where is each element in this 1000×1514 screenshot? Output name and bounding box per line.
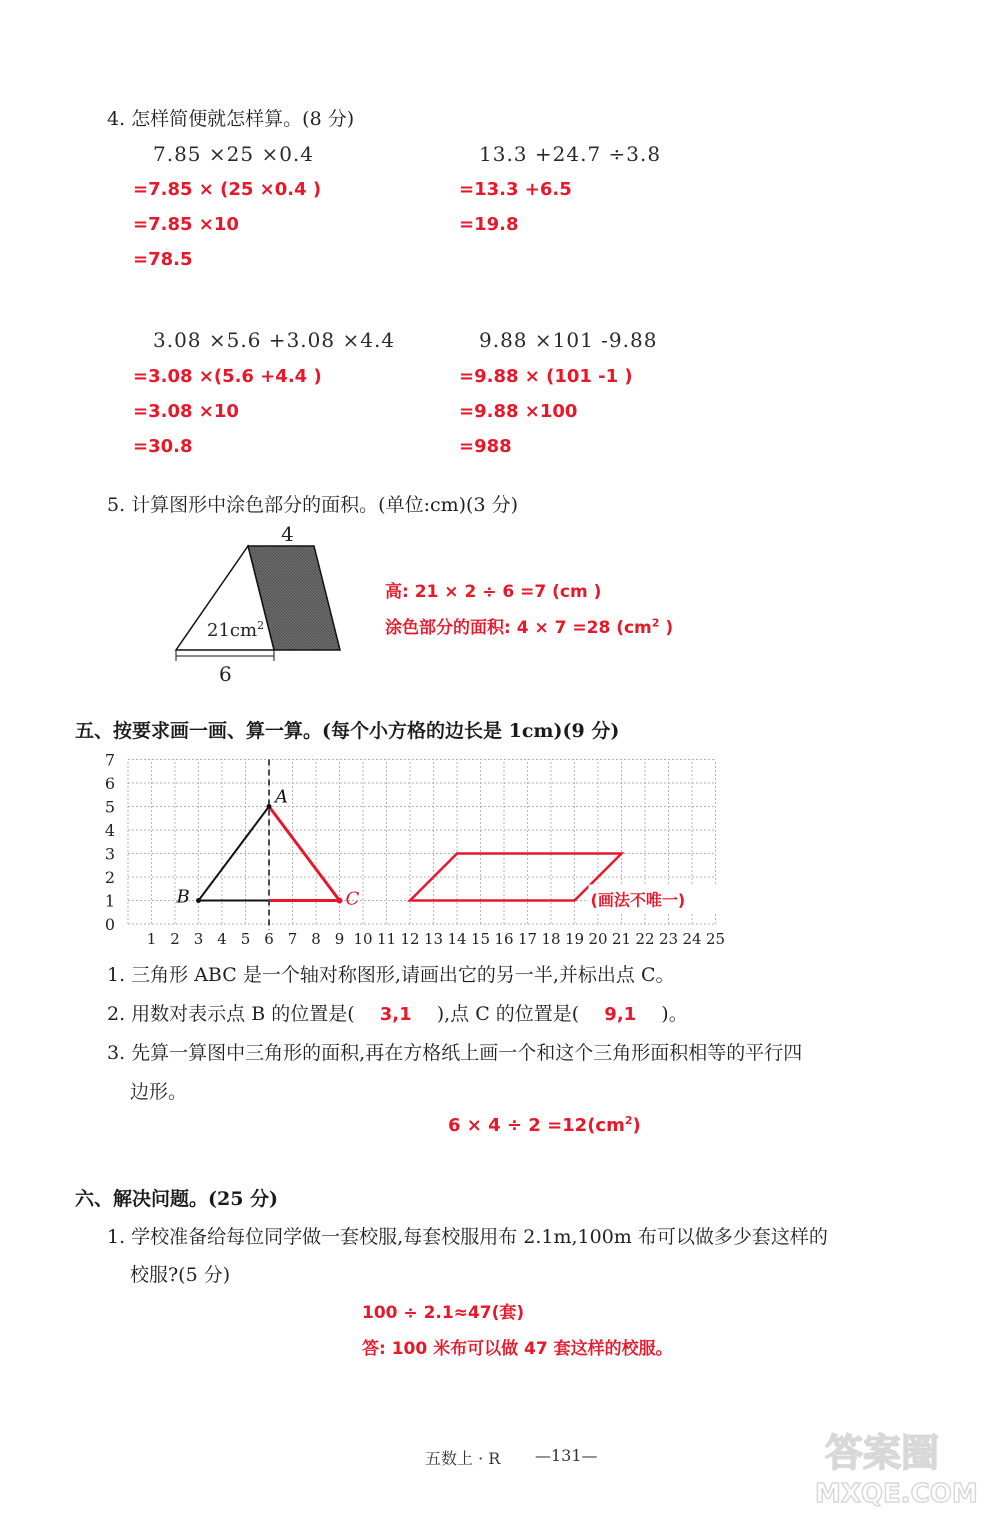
x-axis-label: 8 bbox=[311, 930, 321, 948]
y-axis-label: 6 bbox=[104, 774, 116, 793]
x-axis-label: 9 bbox=[334, 930, 345, 948]
y-axis-label: 7 bbox=[104, 750, 116, 770]
x-axis-label: 20 bbox=[588, 930, 608, 948]
y-axis-label: 4 bbox=[104, 821, 116, 840]
x-axis-label: 11 bbox=[376, 930, 397, 948]
sec5-item3-answer: $6 \times 4 \div 2 =12(cm^2)$ bbox=[448, 1114, 641, 1136]
x-axis-label: 12 bbox=[400, 930, 420, 948]
x-axis-label: 15 bbox=[470, 930, 491, 948]
y-axis-label: 2 bbox=[104, 868, 116, 887]
x-axis-label: 14 bbox=[447, 930, 467, 948]
footer-text: 五数上 · R bbox=[425, 1449, 501, 1468]
q4-expr-4: 9.88 ×101 -9.88 bbox=[479, 328, 658, 352]
q4-p4-step3: =988 bbox=[459, 436, 512, 457]
y-axis-label: 0 bbox=[104, 915, 116, 934]
x-axis-label: 2 bbox=[170, 930, 180, 948]
x-axis-label: 21 bbox=[611, 930, 632, 948]
q4-expr-3: 3.08 ×5.6 +3.08 ×4.4 bbox=[153, 328, 396, 352]
trapezoid-figure bbox=[168, 520, 368, 690]
grid-note: (画法不唯一) bbox=[590, 890, 686, 910]
q4-p1-step2: =7.85 ×10 bbox=[133, 214, 239, 235]
q4-p4-step1: =9.88 × (101 -1 ) bbox=[459, 366, 633, 387]
sec5-item1: 1. 三角形 ABC 是一个轴对称图形,请画出它的另一半,并标出点 C。 bbox=[107, 964, 675, 986]
q4-p3-step2: =3.08 ×10 bbox=[133, 401, 239, 422]
label-area: $21cm^2$ bbox=[207, 619, 265, 641]
q4-expr-2: 13.3 +24.7 ÷3.8 bbox=[479, 142, 662, 166]
sec5-item2: 2. 用数对表示点 B 的位置是( 3,1 ),点 C 的位置是( 9,1 )。 bbox=[107, 1003, 688, 1025]
y-axis-label: 5 bbox=[104, 797, 116, 817]
label-bottom-6: 6 bbox=[219, 662, 232, 686]
q4-p1-step3: =78.5 bbox=[133, 249, 193, 270]
sec5-item3-line1: 3. 先算一算图中三角形的面积,再在方格纸上画一个和这个三角形面积相等的平行四 bbox=[107, 1042, 803, 1064]
sec5-title: 五、按要求画一画、算一算。(每个小方格的边长是 1cm)(9 分) bbox=[75, 720, 620, 742]
answer-b-position: 3,1 bbox=[379, 1004, 412, 1025]
x-axis-label: 16 bbox=[494, 930, 514, 948]
x-axis-label: 4 bbox=[217, 930, 227, 948]
sec5-item3-line2: 边形。 bbox=[130, 1081, 188, 1103]
point-a-dot bbox=[267, 804, 272, 809]
x-axis-label: 19 bbox=[564, 930, 585, 948]
x-axis-label: 25 bbox=[705, 930, 726, 948]
q4-expr-1: 7.85 ×25 ×0.4 bbox=[153, 142, 315, 166]
y-axis-label: 3 bbox=[104, 844, 116, 864]
x-axis-label: 22 bbox=[635, 930, 655, 948]
point-c-dot bbox=[337, 898, 343, 904]
svg-text:答案圈: 答案圈 bbox=[825, 1431, 940, 1475]
q5-title: 5. 计算图形中涂色部分的面积。(单位:cm)(3 分) bbox=[107, 494, 519, 516]
q4-p3-step3: =30.8 bbox=[133, 436, 193, 457]
page-number: —131— bbox=[535, 1446, 598, 1465]
label-top-4: 4 bbox=[281, 522, 294, 546]
q4-p2-step1: =13.3 +6.5 bbox=[459, 179, 572, 200]
svg-text:MXQE.COM: MXQE.COM bbox=[815, 1479, 978, 1508]
point-b-dot bbox=[196, 898, 201, 903]
q5-answer-2: 涂色部分的面积: 4 × 7 =28 ($cm^2$ ) bbox=[385, 616, 674, 638]
x-axis-label: 18 bbox=[541, 930, 561, 948]
y-axis-label: 1 bbox=[104, 891, 116, 911]
x-axis-label: 3 bbox=[193, 930, 204, 948]
sec6-title: 六、解决问题。(25 分) bbox=[75, 1188, 279, 1210]
watermark-logo bbox=[810, 1418, 990, 1508]
x-axis-label: 10 bbox=[353, 930, 373, 948]
x-axis-label: 7 bbox=[287, 930, 298, 948]
point-a-label: A bbox=[275, 786, 288, 808]
x-axis-label: 1 bbox=[146, 930, 157, 948]
x-axis-label: 13 bbox=[423, 930, 444, 948]
q4-p4-step2: =9.88 ×100 bbox=[459, 401, 578, 422]
sec6-item1-line2: 校服?(5 分) bbox=[130, 1264, 231, 1286]
sec6-item1-line1: 1. 学校准备给每位同学做一套校服,每套校服用布 2.1m,100m 布可以做多少套这样的 bbox=[107, 1226, 828, 1248]
point-c-label: C bbox=[345, 888, 360, 910]
x-axis-label: 17 bbox=[517, 930, 538, 948]
sec6-answer-1: 100 ÷ 2.1≈47(套) bbox=[362, 1303, 525, 1323]
q4-p1-step1: =7.85 × (25 ×0.4 ) bbox=[133, 179, 322, 200]
answer-c-position: 9,1 bbox=[604, 1004, 637, 1025]
x-axis-label: 5 bbox=[240, 930, 251, 948]
q4-p2-step2: =19.8 bbox=[459, 214, 519, 235]
point-b-label: B bbox=[176, 886, 190, 908]
x-axis-label: 23 bbox=[658, 930, 679, 948]
coordinate-grid bbox=[104, 748, 744, 948]
q5-answer-1: 高: 21 × 2 ÷ 6 =7 (cm ) bbox=[385, 582, 602, 602]
sec6-answer-2: 答: 100 米布可以做 47 套这样的校服。 bbox=[362, 1339, 673, 1359]
x-axis-label: 6 bbox=[264, 930, 274, 948]
x-axis-label: 24 bbox=[682, 930, 702, 948]
q4-p3-step1: =3.08 ×(5.6 +4.4 ) bbox=[133, 366, 322, 387]
q4-title: 4. 怎样简便就怎样算。(8 分) bbox=[107, 108, 355, 130]
